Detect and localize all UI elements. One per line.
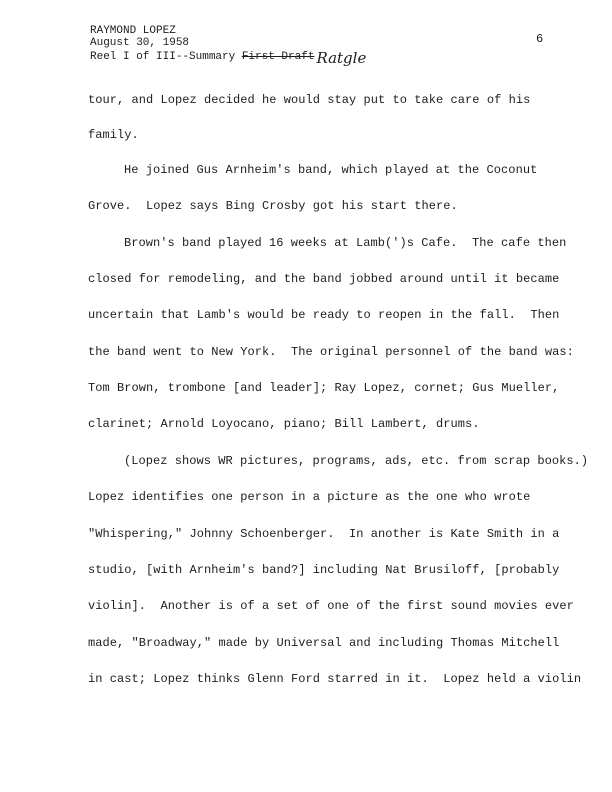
body-line-6: closed for remodeling, and the band jobbed around until it became	[88, 272, 560, 286]
document-header	[90, 25, 367, 67]
struck-draft-label: First Draft	[241, 51, 315, 63]
body-line-2: family.	[88, 128, 139, 142]
handwritten-annotation: Ratgle	[316, 49, 367, 67]
body-line-16: made, "Broadway," made by Universal and including Thomas Mitchell	[88, 636, 560, 650]
body-line-14: studio, [with Arnheim's band?] including Nat Brusiloff, [probably	[88, 563, 560, 577]
reel-line	[90, 49, 367, 67]
body-line-17: in cast; Lopez thinks Glenn Ford starred in it. Lopez held a violin	[88, 672, 582, 686]
body-line-4: Grove. Lopez says Bing Crosby got his start there.	[88, 199, 458, 213]
reel-label: Reel I of III--Summary	[90, 51, 242, 63]
body-line-13: "Whispering," Johnny Schoenberger. In another is Kate Smith in a	[88, 527, 560, 541]
body-line-10: clarinet; Arnold Loyocano, piano; Bill Lambert, drums.	[88, 417, 480, 431]
body-line-12: Lopez identifies one person in a picture as the one who wrote	[88, 490, 531, 504]
body-line-5: Brown's band played 16 weeks at Lamb(')s Cafe. The cafe then	[124, 236, 567, 250]
interview-date: August 30, 1958	[90, 36, 190, 49]
body-line-3: He joined Gus Arnheim's band, which played at the Coconut	[124, 163, 538, 177]
page-number: 6	[536, 32, 544, 46]
body-line-15: violin]. Another is of a set of one of the first sound movies ever	[88, 599, 574, 613]
body-line-1: tour, and Lopez decided he would stay put to take care of his	[88, 93, 531, 107]
body-line-11: (Lopez shows WR pictures, programs, ads, etc. from scrap books.)	[124, 454, 589, 468]
interviewee-name: RAYMOND LOPEZ	[90, 25, 176, 37]
body-line-9: Tom Brown, trombone [and leader]; Ray Lopez, cornet; Gus Mueller,	[88, 381, 560, 395]
body-line-8: the band went to New York. The original personnel of the band was:	[88, 345, 574, 359]
body-line-7: uncertain that Lamb's would be ready to reopen in the fall. Then	[88, 308, 560, 322]
